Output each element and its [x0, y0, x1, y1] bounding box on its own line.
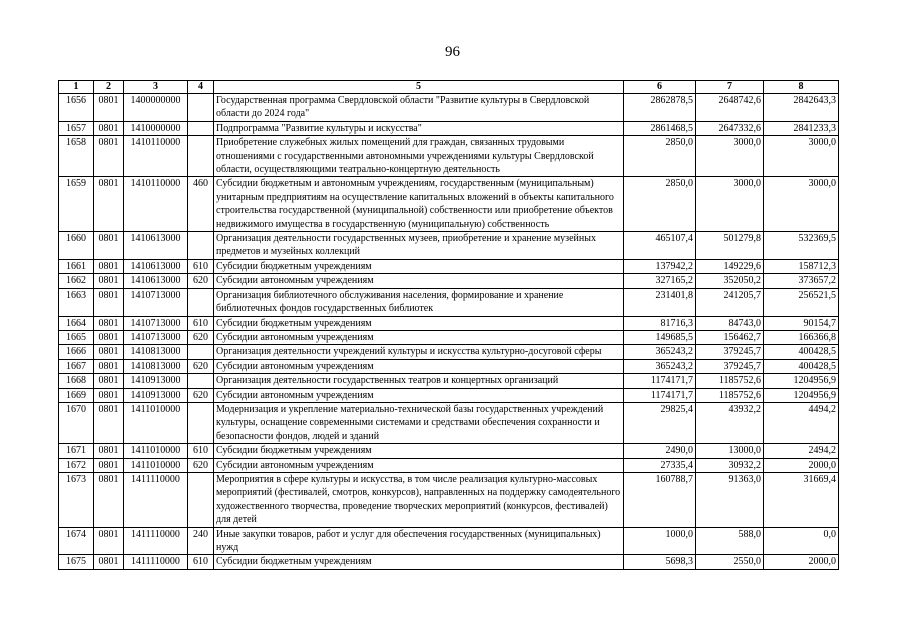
- amount-year3-cell: 2841233,3: [764, 121, 839, 135]
- table-row: [59, 288, 839, 316]
- target-article-cell: 1411010000: [124, 458, 188, 472]
- amount-year2-cell: 3000,0: [696, 136, 764, 177]
- header-cell: 7: [696, 81, 764, 94]
- row-number-cell: 1668: [59, 374, 94, 388]
- expense-type-cell: 610: [188, 444, 214, 458]
- item-name-cell: Субсидии автономным учреждениям: [214, 388, 624, 402]
- amount-year3-cell: 31669,4: [764, 472, 839, 527]
- section-code-cell: 0801: [94, 94, 124, 122]
- amount-year2-cell: 352050,2: [696, 274, 764, 288]
- header-row: [59, 81, 839, 94]
- section-code-cell: 0801: [94, 232, 124, 260]
- table-row: [59, 402, 839, 443]
- row-number-cell: 1663: [59, 288, 94, 316]
- item-name-cell: Организация деятельности государственных театров и концертных организаций: [214, 374, 624, 388]
- row-number-cell: 1659: [59, 177, 94, 232]
- item-name-cell: Модернизация и укрепление материально-технической базы государственных учреждений культуры, оснащение современными системами и средствами обеспечения сохранности и безопасности фондов, людей и зданий: [214, 402, 624, 443]
- amount-year2-cell: 2648742,6: [696, 94, 764, 122]
- amount-year2-cell: 379245,7: [696, 359, 764, 373]
- amount-year2-cell: 501279,8: [696, 232, 764, 260]
- table-row: [59, 359, 839, 373]
- row-number-cell: 1656: [59, 94, 94, 122]
- amount-year1-cell: 2862878,5: [624, 94, 696, 122]
- table-row: [59, 330, 839, 344]
- amount-year1-cell: 160788,7: [624, 472, 696, 527]
- expense-type-cell: [188, 288, 214, 316]
- amount-year3-cell: 373657,2: [764, 274, 839, 288]
- item-name-cell: Государственная программа Свердловской области "Развитие культуры в Свердловской области до 2024 года": [214, 94, 624, 122]
- expense-type-cell: [188, 121, 214, 135]
- header-cell: 2: [94, 81, 124, 94]
- row-number-cell: 1674: [59, 527, 94, 555]
- section-code-cell: 0801: [94, 177, 124, 232]
- section-code-cell: 0801: [94, 388, 124, 402]
- amount-year3-cell: 158712,3: [764, 259, 839, 273]
- header-cell: 8: [764, 81, 839, 94]
- amount-year1-cell: 327165,2: [624, 274, 696, 288]
- amount-year3-cell: 2494,2: [764, 444, 839, 458]
- target-article-cell: 1410613000: [124, 274, 188, 288]
- row-number-cell: 1658: [59, 136, 94, 177]
- section-code-cell: 0801: [94, 136, 124, 177]
- section-code-cell: 0801: [94, 330, 124, 344]
- table-row: [59, 232, 839, 260]
- item-name-cell: Субсидии автономным учреждениям: [214, 359, 624, 373]
- item-name-cell: Субсидии бюджетным учреждениям: [214, 555, 624, 569]
- row-number-cell: 1670: [59, 402, 94, 443]
- amount-year2-cell: 91363,0: [696, 472, 764, 527]
- expense-type-cell: [188, 402, 214, 443]
- target-article-cell: 1410110000: [124, 136, 188, 177]
- header-cell: 6: [624, 81, 696, 94]
- section-code-cell: 0801: [94, 288, 124, 316]
- target-article-cell: 1410913000: [124, 374, 188, 388]
- target-article-cell: 1410000000: [124, 121, 188, 135]
- section-code-cell: 0801: [94, 274, 124, 288]
- amount-year2-cell: 3000,0: [696, 177, 764, 232]
- row-number-cell: 1667: [59, 359, 94, 373]
- amount-year2-cell: 379245,7: [696, 345, 764, 359]
- section-code-cell: 0801: [94, 527, 124, 555]
- expense-type-cell: [188, 472, 214, 527]
- table-row: [59, 527, 839, 555]
- amount-year3-cell: 532369,5: [764, 232, 839, 260]
- table-row: [59, 472, 839, 527]
- target-article-cell: 1411010000: [124, 444, 188, 458]
- item-name-cell: Организация библиотечного обслуживания населения, формирование и хранение библиотечных фондов государственных библиотек: [214, 288, 624, 316]
- amount-year3-cell: 166366,8: [764, 330, 839, 344]
- amount-year3-cell: 4494,2: [764, 402, 839, 443]
- table-row: [59, 259, 839, 273]
- item-name-cell: Субсидии автономным учреждениям: [214, 330, 624, 344]
- amount-year1-cell: 2850,0: [624, 136, 696, 177]
- page-number: 96: [445, 44, 460, 60]
- amount-year2-cell: 156462,7: [696, 330, 764, 344]
- expense-type-cell: 240: [188, 527, 214, 555]
- target-article-cell: 1410813000: [124, 345, 188, 359]
- amount-year1-cell: 465107,4: [624, 232, 696, 260]
- target-article-cell: 1410713000: [124, 330, 188, 344]
- expense-type-cell: 610: [188, 316, 214, 330]
- amount-year2-cell: 2550,0: [696, 555, 764, 569]
- section-code-cell: 0801: [94, 374, 124, 388]
- item-name-cell: Иные закупки товаров, работ и услуг для обеспечения государственных (муниципальных) нужд: [214, 527, 624, 555]
- amount-year3-cell: 90154,7: [764, 316, 839, 330]
- row-number-cell: 1675: [59, 555, 94, 569]
- amount-year2-cell: 1185752,6: [696, 388, 764, 402]
- section-code-cell: 0801: [94, 555, 124, 569]
- row-number-cell: 1662: [59, 274, 94, 288]
- row-number-cell: 1671: [59, 444, 94, 458]
- item-name-cell: Субсидии бюджетным и автономным учреждениям, государственным (муниципальным) унитарным предприятиям на осуществление капитальных вложений в объекты капитального строительства государственной (муниципальной) собственности или приобретение объектов недвижимого имущества в государственную (муниципальную) собственность: [214, 177, 624, 232]
- amount-year2-cell: 241205,7: [696, 288, 764, 316]
- amount-year1-cell: 137942,2: [624, 259, 696, 273]
- target-article-cell: 1410913000: [124, 388, 188, 402]
- target-article-cell: 1410110000: [124, 177, 188, 232]
- amount-year1-cell: 27335,4: [624, 458, 696, 472]
- amount-year1-cell: 365243,2: [624, 359, 696, 373]
- table-row: [59, 374, 839, 388]
- amount-year1-cell: 149685,5: [624, 330, 696, 344]
- table-row: [59, 316, 839, 330]
- expense-type-cell: 620: [188, 274, 214, 288]
- expense-type-cell: 620: [188, 388, 214, 402]
- header-cell: 5: [214, 81, 624, 94]
- row-number-cell: 1660: [59, 232, 94, 260]
- expense-type-cell: [188, 374, 214, 388]
- expense-type-cell: 610: [188, 555, 214, 569]
- section-code-cell: 0801: [94, 345, 124, 359]
- section-code-cell: 0801: [94, 444, 124, 458]
- expense-type-cell: 610: [188, 259, 214, 273]
- item-name-cell: Организация деятельности государственных музеев, приобретение и хранение музейных предметов и музейных коллекций: [214, 232, 624, 260]
- row-number-cell: 1661: [59, 259, 94, 273]
- target-article-cell: 1410613000: [124, 259, 188, 273]
- item-name-cell: Субсидии бюджетным учреждениям: [214, 259, 624, 273]
- header-cell: 4: [188, 81, 214, 94]
- table-row: [59, 121, 839, 135]
- item-name-cell: Приобретение служебных жилых помещений для граждан, связанных трудовыми отношениями с государственными автономными учреждениями культуры Свердловской области, осуществляющими театрально-концертную деятельность: [214, 136, 624, 177]
- amount-year3-cell: 400428,5: [764, 345, 839, 359]
- amount-year1-cell: 365243,2: [624, 345, 696, 359]
- amount-year1-cell: 2861468,5: [624, 121, 696, 135]
- table-row: [59, 458, 839, 472]
- item-name-cell: Субсидии бюджетным учреждениям: [214, 316, 624, 330]
- expense-type-cell: [188, 345, 214, 359]
- expense-type-cell: 460: [188, 177, 214, 232]
- amount-year1-cell: 2490,0: [624, 444, 696, 458]
- row-number-cell: 1664: [59, 316, 94, 330]
- target-article-cell: 1411010000: [124, 402, 188, 443]
- target-article-cell: 1410813000: [124, 359, 188, 373]
- budget-table: [58, 80, 839, 570]
- amount-year3-cell: 0,0: [764, 527, 839, 555]
- amount-year3-cell: 256521,5: [764, 288, 839, 316]
- table-row: [59, 274, 839, 288]
- amount-year2-cell: 149229,6: [696, 259, 764, 273]
- expense-type-cell: 620: [188, 458, 214, 472]
- table-row: [59, 94, 839, 122]
- table-row: [59, 388, 839, 402]
- section-code-cell: 0801: [94, 458, 124, 472]
- amount-year3-cell: 2000,0: [764, 458, 839, 472]
- row-number-cell: 1673: [59, 472, 94, 527]
- header-cell: 1: [59, 81, 94, 94]
- amount-year3-cell: 3000,0: [764, 136, 839, 177]
- target-article-cell: 1410613000: [124, 232, 188, 260]
- amount-year2-cell: 588,0: [696, 527, 764, 555]
- table-row: [59, 345, 839, 359]
- amount-year2-cell: 30932,2: [696, 458, 764, 472]
- table-body: [59, 94, 839, 570]
- amount-year1-cell: 2850,0: [624, 177, 696, 232]
- section-code-cell: 0801: [94, 402, 124, 443]
- amount-year2-cell: 2647332,6: [696, 121, 764, 135]
- row-number-cell: 1665: [59, 330, 94, 344]
- header-cell: 3: [124, 81, 188, 94]
- item-name-cell: Организация деятельности учреждений культуры и искусства культурно-досуговой сферы: [214, 345, 624, 359]
- row-number-cell: 1669: [59, 388, 94, 402]
- item-name-cell: Субсидии бюджетным учреждениям: [214, 444, 624, 458]
- item-name-cell: Субсидии автономным учреждениям: [214, 274, 624, 288]
- table-row: [59, 136, 839, 177]
- amount-year1-cell: 1174171,7: [624, 388, 696, 402]
- table-row: [59, 555, 839, 569]
- amount-year1-cell: 5698,3: [624, 555, 696, 569]
- item-name-cell: Субсидии автономным учреждениям: [214, 458, 624, 472]
- section-code-cell: 0801: [94, 259, 124, 273]
- amount-year3-cell: 400428,5: [764, 359, 839, 373]
- item-name-cell: Подпрограмма "Развитие культуры и искусства": [214, 121, 624, 135]
- target-article-cell: 1410713000: [124, 316, 188, 330]
- amount-year1-cell: 29825,4: [624, 402, 696, 443]
- expense-type-cell: [188, 94, 214, 122]
- section-code-cell: 0801: [94, 121, 124, 135]
- target-article-cell: 1410713000: [124, 288, 188, 316]
- amount-year1-cell: 81716,3: [624, 316, 696, 330]
- amount-year3-cell: 2000,0: [764, 555, 839, 569]
- amount-year3-cell: 1204956,9: [764, 374, 839, 388]
- amount-year1-cell: 1000,0: [624, 527, 696, 555]
- expense-type-cell: 620: [188, 330, 214, 344]
- row-number-cell: 1666: [59, 345, 94, 359]
- amount-year2-cell: 1185752,6: [696, 374, 764, 388]
- section-code-cell: 0801: [94, 472, 124, 527]
- target-article-cell: 1411110000: [124, 472, 188, 527]
- row-number-cell: 1657: [59, 121, 94, 135]
- amount-year2-cell: 43932,2: [696, 402, 764, 443]
- amount-year1-cell: 231401,8: [624, 288, 696, 316]
- expense-type-cell: 620: [188, 359, 214, 373]
- item-name-cell: Мероприятия в сфере культуры и искусства, в том числе реализация культурно-массовых мероприятий (фестивалей, смотров, конкурсов), направленных на поддержку самодеятельного художественного творчества, проведение творческих мероприятий (конкурсов, фестивалей) для детей: [214, 472, 624, 527]
- target-article-cell: 1411110000: [124, 527, 188, 555]
- amount-year1-cell: 1174171,7: [624, 374, 696, 388]
- amount-year3-cell: 3000,0: [764, 177, 839, 232]
- amount-year3-cell: 1204956,9: [764, 388, 839, 402]
- amount-year2-cell: 84743,0: [696, 316, 764, 330]
- amount-year2-cell: 13000,0: [696, 444, 764, 458]
- amount-year3-cell: 2842643,3: [764, 94, 839, 122]
- expense-type-cell: [188, 232, 214, 260]
- table-row: [59, 444, 839, 458]
- row-number-cell: 1672: [59, 458, 94, 472]
- target-article-cell: 1400000000: [124, 94, 188, 122]
- section-code-cell: 0801: [94, 359, 124, 373]
- expense-type-cell: [188, 136, 214, 177]
- table-row: [59, 177, 839, 232]
- section-code-cell: 0801: [94, 316, 124, 330]
- target-article-cell: 1411110000: [124, 555, 188, 569]
